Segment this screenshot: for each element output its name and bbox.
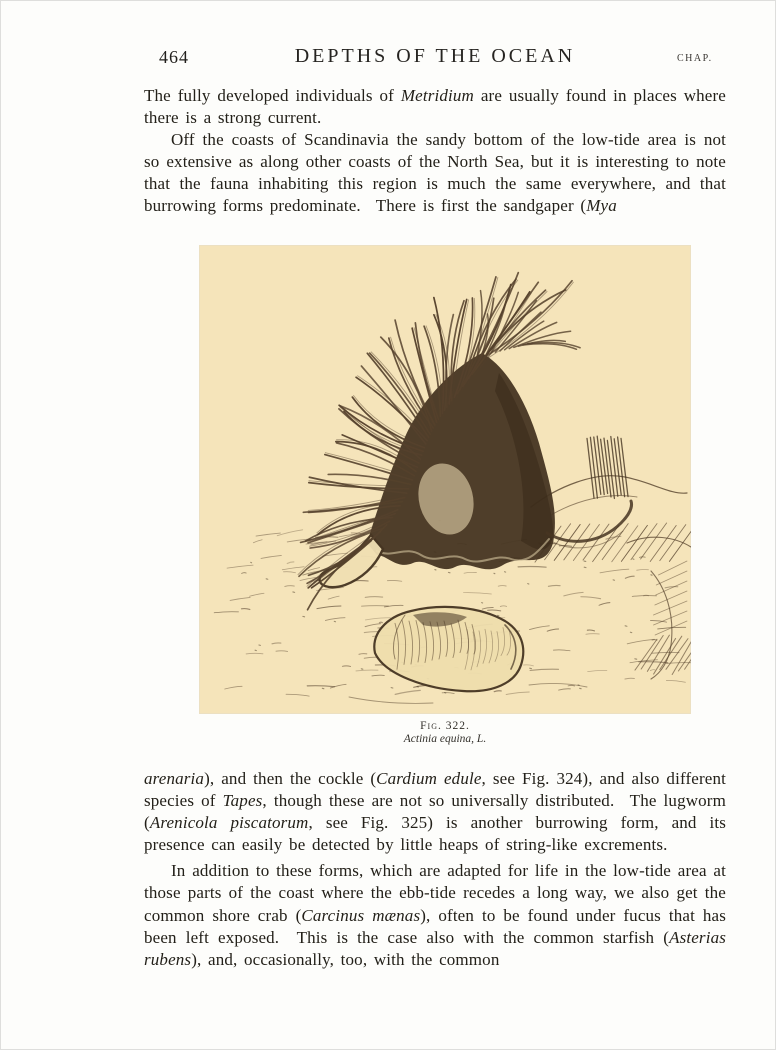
text-segment: ), and, occasionally, too, with the common	[191, 949, 500, 969]
text-segment: Tapes	[222, 791, 263, 811]
paragraph	[144, 129, 726, 217]
text-segment: Asterias rubens	[144, 927, 726, 969]
text-segment: , though these are not so universally distributed. The lugworm (	[144, 791, 726, 833]
figure-caption-number: Fig. 322.	[420, 720, 470, 732]
anemone-engraving-svg	[199, 245, 691, 714]
text-segment: Cardium edule	[376, 769, 482, 788]
text-segment: Carcinus mænas	[301, 905, 421, 925]
text-segment: are usually found in places where there is a strong current.	[144, 86, 726, 128]
text-segment: , see Fig. 324), and also different species of	[144, 769, 726, 811]
text-segment: , see Fig. 325) is another burrowing form, and its presence can easily be detected by little heaps of string-like excrements.	[144, 813, 727, 855]
anemone-engraving	[199, 245, 691, 714]
text-segment: Mya	[586, 196, 617, 216]
page-number: 464	[159, 47, 189, 67]
text-segment: ), often to be found under fucus that has been left exposed. This is the case also with the common starfish (	[144, 905, 726, 947]
paragraph	[144, 85, 726, 129]
text-block-top	[144, 85, 726, 218]
text-segment: Metridium	[400, 86, 474, 105]
text-segment: Off the coasts of Scandinavia the sandy bottom of the low-tide area is not so extensive as along other coasts of the North Sea, but it is interesting to note that the fauna inhabiting this region is much the same everywhere, and that burrowing forms predominate. There is first the sandgaper (	[144, 130, 726, 216]
paragraph	[144, 768, 726, 856]
text-segment: The fully developed individuals of	[144, 86, 401, 105]
text-segment: In addition to these forms, which are adapted for life in the low-tide area at those parts of the coast where the ebb-tide recedes a long way, we also get the common shore crab (	[144, 861, 726, 925]
text-segment: arenaria	[144, 769, 205, 788]
text-segment: ), and then the cockle (	[204, 769, 377, 788]
paragraph	[144, 860, 726, 970]
figure-caption	[199, 720, 691, 745]
text-block-bottom	[144, 768, 726, 971]
running-title: DEPTHS OF THE OCEAN	[294, 45, 576, 67]
chapter-marker: CHAP.	[677, 53, 713, 64]
figure-322	[199, 245, 691, 745]
figure-caption-species: Actinia equina, L.	[403, 733, 487, 745]
text-segment: Arenicola piscatorum	[149, 813, 309, 833]
